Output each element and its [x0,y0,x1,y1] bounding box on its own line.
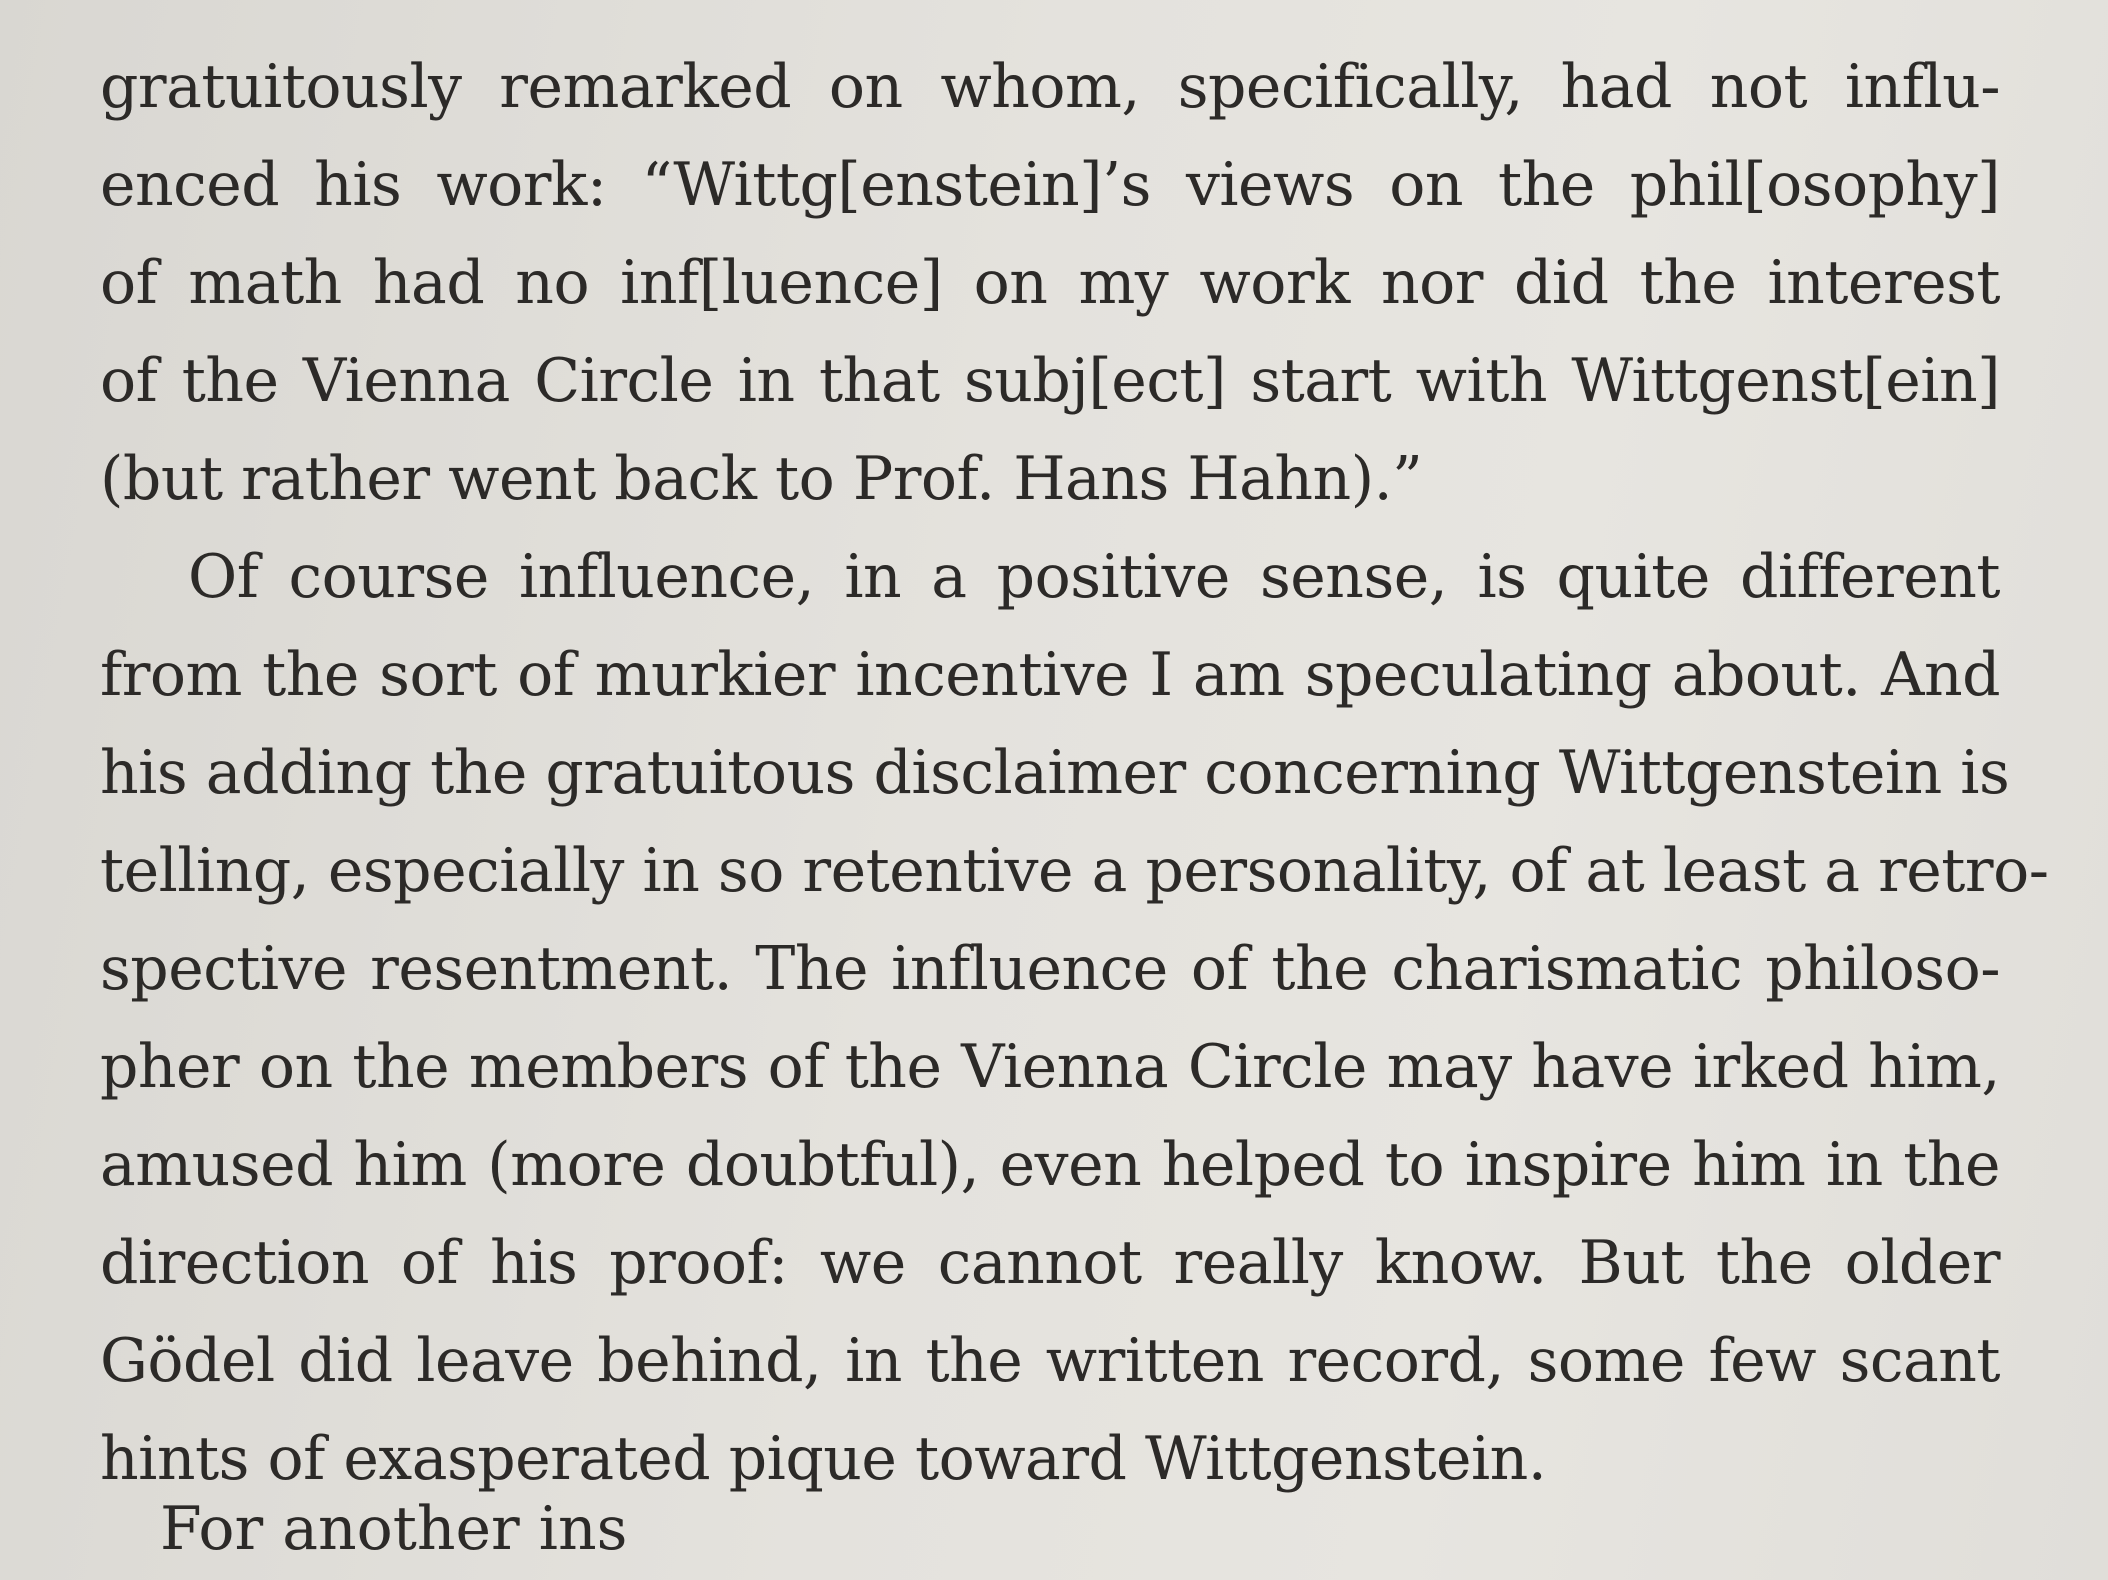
text-line: Gödel did leave behind, in the written record, some few scant [100,1326,2000,1396]
next-paragraph-fragment: For another ins [160,1494,628,1564]
text-line: of the Vienna Circle in that subj[ect] start with Wittgenst[ein] [100,346,2000,416]
text-line: hints of exasperated pique toward Wittgenstein. [100,1424,1547,1494]
text-line: his adding the gratuitous disclaimer concerning Wittgenstein is [100,738,2010,808]
text-line: enced his work: “Wittg[enstein]’s views on the phil[osophy] [100,150,2000,220]
text-line: spective resentment. The influence of the charismatic philoso- [100,934,2000,1004]
text-line: of math had no inf[luence] on my work nor did the interest [100,248,2000,318]
text-line: gratuitously remarked on whom, specifically, had not influ- [100,52,2000,122]
text-line: pher on the members of the Vienna Circle may have irked him, [100,1032,2000,1102]
text-line: from the sort of murkier incentive I am speculating about. And [100,640,2000,710]
paragraph-first-line: Of course influence, in a positive sense, is quite different [188,542,2000,612]
text-line: (but rather went back to Prof. Hans Hahn).” [100,444,1423,514]
text-line: telling, especially in so retentive a personality, of at least a retro- [100,836,2049,906]
text-line: amused him (more doubtful), even helped to inspire him in the [100,1130,2000,1200]
text-line: direction of his proof: we cannot really know. But the older [100,1228,2000,1298]
body-text [100,38,2049,1508]
